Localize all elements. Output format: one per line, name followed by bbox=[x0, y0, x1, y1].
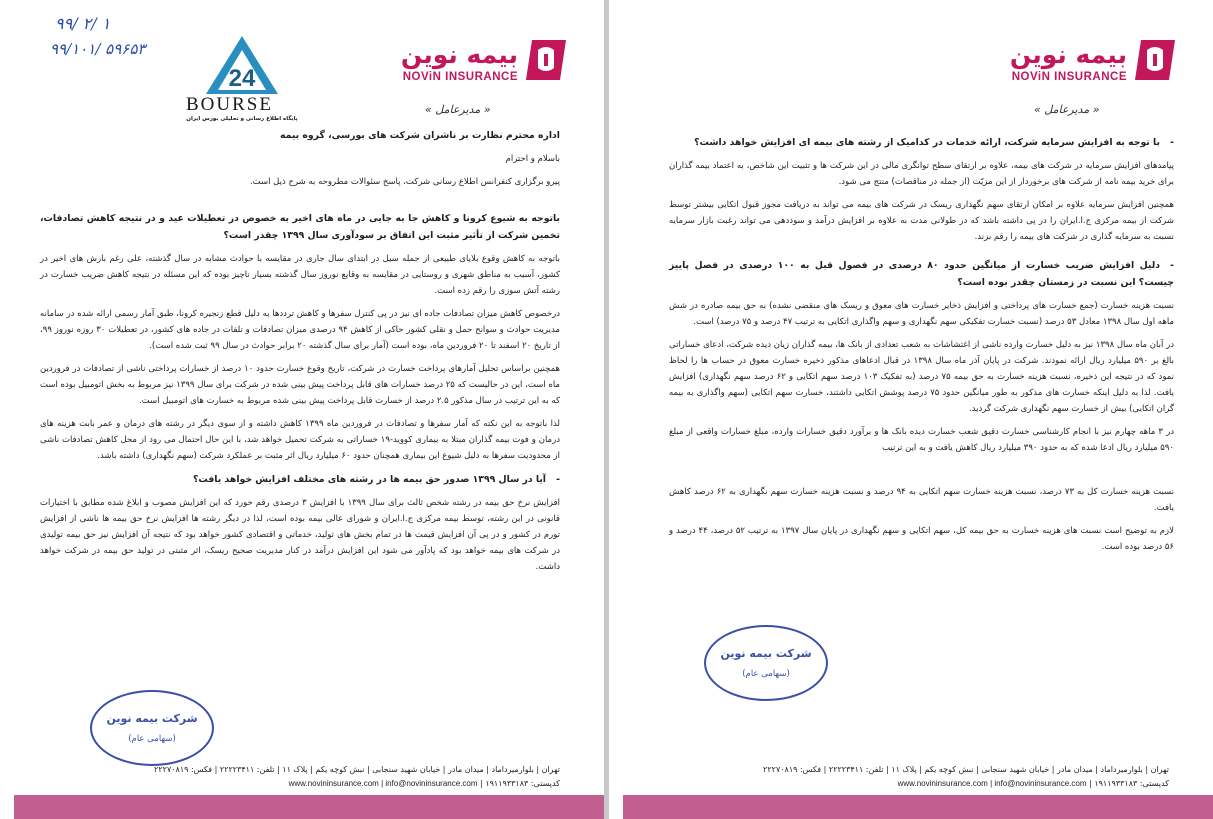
answer-1-para-4: لذا باتوجه به این نکته که آمار سفرها و تصادفات در فروردین ماه ۱۳۹۹ کاهش داشته و از سوی دیگر در رشته های درمان و عمر بابت هزینه های درمان و فوت بیمه گذاران مبتلا به بیماری کووید-۱۹ خساراتی به شرکت تحمیل خواهد شد، با این حال احتمال می رود از محل کاهش تصادفات ناشی از محدودیت سفرها به دلیل شیوع این بیماری همچنان حدود ۶۰ میلیارد ریال اثر مثبت بر عملکرد شرکت (سهم نگهداری) داشته باشد. bbox=[40, 419, 560, 461]
company-stamp: شرکت بیمه نوین (سهامی عام) bbox=[704, 625, 828, 701]
handwritten-reference: ۹۹/۱۰۱/ ۵۹۶۵۳ bbox=[50, 40, 146, 58]
novin-logo bbox=[383, 38, 568, 90]
letter-body-1 bbox=[40, 128, 560, 582]
bullet-icon: - bbox=[1170, 260, 1174, 271]
ceo-label: « مدیرعامل » bbox=[1034, 103, 1100, 116]
bourse-subtitle: پایگاه اطلاع رسانی و تحلیلی بورس ایران bbox=[186, 116, 298, 122]
brand-name-en: NOViN INSURANCE bbox=[1011, 71, 1127, 83]
question-2: -آیا در سال ۱۳۹۹ صدور حق بیمه ها در رشته های مختلف افزایش خواهد یافت؟ bbox=[40, 471, 560, 488]
footer-contact: کدپستی: ۱۹۱۱۹۳۳۱۸۳ | www.novininsurance.com | info@novininsurance.com bbox=[897, 779, 1169, 788]
question-1: باتوجه به شیوع کرونا و کاهش جا به جایی در ماه های اخیر به خصوص در تعطیلات عید و در نتیجه کاهش تصادفات، تخمین شرکت از تأثیر مثبت این اتفاق بر سودآوری سال ۱۳۹۹ چقدر است؟ bbox=[40, 213, 560, 241]
letter-page-1 bbox=[0, 0, 604, 819]
brand-name-fa: بیمه نوین bbox=[1009, 40, 1127, 69]
answer-4-para-2: در آبان ماه سال ۱۳۹۸ نیز به دلیل خسارت وارده ناشی از اغتشاشات به شعب تعدادی از بانک ها، بیمه گذاران زیان دیده شرکت، ادعای خساراتی بالغ بر ۵۹۰ میلیارد ریال ارائه نمودند. شرکت در پایان آذر ماه سال ۱۳۹۸ در قبال ادعاهای مذکور ذخیره خسارت معوق در حساب ها را لحاظ نمود که در نتیجه این ذخیره، نسبت هزینه خسارت به حق بیمه ۷۵ درصد (به تفکیک ۱۰۳ درصد سهم اتکایی و ۶۲ درصد سهم نگهداری) افزایش یافت. لذا به دلیل اینکه خسارت های مذکور به طور میانگین حدود ۷۵ درصد پوشش اتکایی داشتند، خسارت سهم اتکایی (سهم واگذاری به بیمه گران اتکایی) بیش از خسارت سهم نگهداری شرکت گردید. bbox=[669, 340, 1175, 414]
bourse-name: BOURSE bbox=[186, 94, 273, 115]
handwritten-date: ۹۹/ ۲/ ۱ bbox=[55, 14, 111, 33]
ceo-label: « مدیرعامل » bbox=[425, 103, 491, 116]
question-4: -دلیل افزایش ضریب خسارت از میانگین حدود ۸۰ درصدی در فصول قبل به ۱۰۰ درصدی در فصل پاییز چیست؟ این نسبت در زمستان چقدر بوده است؟ bbox=[669, 257, 1174, 291]
answer-1-para-1: باتوجه به کاهش وقوع بلایای طبیعی از جمله سیل در ابتدای سال جاری در مقایسه با حوادث مشابه در سال گذشته، علی رغم بارش های اخیر در کشور، آسیب به مناطق شهری و روستایی در مقایسه به وقایع نوروز سال گذشته بسیار ناچیز بوده که این مسئله در نتیجه کاهش ضریب خسارت در رشته آتش سوزی را رقم زده است. bbox=[40, 254, 560, 296]
bourse-logo bbox=[180, 30, 310, 130]
novin-logo bbox=[992, 38, 1177, 90]
letter-page-2 bbox=[609, 0, 1213, 819]
answer-4-para-5: لازم به توضیح است نسبت های هزینه خسارت به حق بیمه کل، سهم اتکایی و سهم نگهداری در پایان سال ۱۳۹۷ به ترتیب ۵۲ درصد، ۴۴ درصد و ۵۶ درصد بوده است. bbox=[669, 526, 1174, 552]
bullet-icon: - bbox=[556, 474, 560, 485]
answer-1-para-3: همچنین براساس تحلیل آمارهای پرداخت خسارت در شرکت، تاریخ وقوع خسارت حدود ۱۰ درصد از خسارات پرداختی ناشی از تصادفات در فروردین ماه است، این در حالیست که ۲۵ درصد خسارات های قابل پرداخت پیش بینی شده در شرکت برای سال ۱۳۹۹ نیز مربوط به بخش اتومبیل بوده است که به این ترتیب در سال مذکور ۲.۵ درصد از خسارت قابل پرداخت پیش بینی شده مربوط به خسارت های اتومبیل است. bbox=[40, 364, 560, 406]
novin-logo-icon bbox=[524, 38, 568, 82]
question-3: -با توجه به افزایش سرمایه شرکت، ارائه خدمات در کدامیک از رشته های بیمه ای افزایش خواهد داشت؟ bbox=[669, 134, 1174, 151]
footer-address: تهران | بلوارمیرداماد | میدان مادر | خیابان شهید سنجابی | نبش کوچه یکم | پلاک ۱۱ | تلفن: ۲۲۲۲۳۴۱۱ | فکس: ۲۲۲۷۰۸۱۹ bbox=[763, 765, 1169, 774]
bullet-icon: - bbox=[1170, 137, 1174, 148]
brand-name-en: NOViN INSURANCE bbox=[402, 71, 518, 83]
answer-1-para-2: درخصوص کاهش میزان تصادفات جاده ای نیز در پی کنترل سفرها و کاهش ترددها به دلیل قطع زنجیره کرونا، طبق آمار رسمی ارائه شده در سامانه مدیریت حوادث و سوانح حمل و نقلی کشور حاکی از کاهش ۹۴ درصدی میزان تصادفات و تلفات در جاده های کشور، در تعطیلات ۳۰ روزه نوروز ۹۹، از تاریخ ۲۰ اسفند تا ۲۰ فروردین ماه، بوده است (آمار برای سال گذشته ۲۰ برابر حوادث در سال ۹۹ ثبت شده است). bbox=[40, 309, 560, 351]
footer bbox=[120, 763, 560, 791]
answer-4-para-4: نسبت هزینه خسارت کل به ۷۳ درصد، نسبت هزینه خسارت سهم اتکایی به ۹۴ درصد و نسبت هزینه خسارت سهم نگهداری به ۶۲ درصد کاهش یافت. bbox=[669, 487, 1174, 513]
answer-4-para-1: نسبت هزینه خسارت (جمع خسارت های پرداختی و افزایش ذخایر خسارت های معوق و ریسک های منقضی نشده) به حق بیمه صادره در شش ماهه اول سال ۱۳۹۸ معادل ۵۳ درصد (نسبت خسارت تفکیکی سهم نگهداری و سهم واگذاری اتکایی به ترتیب ۴۷ درصد و ۷۵ درصد) است. bbox=[669, 301, 1174, 327]
answer-2: افزایش نرخ حق بیمه در رشته شخص ثالث برای سال ۱۳۹۹ با افزایش ۳ درصدی رقم خورد که این افزایش مصوب و ابلاغ شده مطابق با اختیارات قانونی در این رشته، توسط بیمه مرکزی ج.ا.ایران و شورای عالی بیمه بوده است، لذا در دیگر رشته ها افزایش نرخ حق بیمه ها ناشی از افزایش تورم در کشور و در پی آن افزایش قیمت ها در تمام بخش های تولید، خدماتی و اقتصادی کشور خواهد بود که نتیجه آن افزایش نیز حق بیمه تولیدی در شرکت های بیمه خواهد بود که پادآور می شود این افزایش درآمد در کنار مدیریت صحیح ریسک، اثر مثبتی در تولید حق بیمه در شرکت خواهد داشت. bbox=[40, 498, 560, 572]
footer-address: تهران | بلوارمیرداماد | میدان مادر | خیابان شهید سنجابی | نبش کوچه یکم | پلاک ۱۱ | تلفن: ۲۲۲۲۳۴۱۱ | فکس: ۲۲۲۷۰۸۱۹ bbox=[154, 765, 560, 774]
svg-text:24: 24 bbox=[228, 65, 256, 92]
letter-body-2 bbox=[669, 134, 1174, 562]
footer-band bbox=[14, 795, 604, 819]
company-stamp: شرکت بیمه نوین (سهامی عام) bbox=[90, 690, 214, 766]
answer-3-para-1: پیامدهای افزایش سرمایه در شرکت های بیمه، علاوه بر ارتقای سطح توانگری مالی در این شرکت ها و تثبیت این شاخص، به اعتماد بیمه گذاران برای خرید بیمه نامه از شرکت های برخوردار از این مزیّت (از جمله در مناقصات) منتج می شود. bbox=[669, 161, 1174, 187]
recipient: اداره محترم نظارت بر ناشران شرکت های بورسی، گروه بیمه bbox=[280, 130, 560, 141]
greeting: باسلام و احترام bbox=[505, 154, 560, 164]
footer-contact: کدپستی: ۱۹۱۱۹۳۳۱۸۳ | www.novininsurance.com | info@novininsurance.com bbox=[288, 779, 560, 788]
intro: پیرو برگزاری کنفرانس اطلاع رسانی شرکت، پاسخ سئوالات مطروحه به شرح ذیل است. bbox=[249, 177, 560, 187]
bourse-emblem-icon bbox=[202, 34, 282, 96]
answer-4-para-3: در ۳ ماهه چهارم نیز با انجام کارشناسی خسارت دقیق شعب خسارت دیده بانک ها و برآورد دقیق خسارات وارده، مبلغ خسارات واقعی از مبلغ ۵۹۰ میلیارد ریال ادعا شده که به حدود ۳۹۰ میلیارد ریال کاهش یافت و به این ترتیب bbox=[669, 427, 1175, 453]
footer-web[interactable]: www.novininsurance.com | info@novininsurance.com bbox=[288, 779, 478, 788]
novin-logo-icon bbox=[1133, 38, 1177, 82]
footer bbox=[729, 763, 1169, 791]
answer-3-para-2: همچنین افزایش سرمایه علاوه بر امکان ارتقای سهم نگهداری ریسک در شرکت های بیمه می تواند به دریافت مجوز قبول اتکایی بیشتر توسط شرکت از بیمه مرکزی ج.ا.ایران را در پی داشته باشد که در طولانی مدت به علاوه بر افزایش درآمد و سوددهی می تواند رغبت بازار سرمایه نسبت به سرمایه گذاری در شرکت های بیمه را رقم بزند. bbox=[669, 200, 1174, 242]
footer-band bbox=[623, 795, 1213, 819]
brand-name-fa: بیمه نوین bbox=[400, 40, 518, 69]
footer-web[interactable]: www.novininsurance.com | info@novininsurance.com bbox=[897, 779, 1087, 788]
